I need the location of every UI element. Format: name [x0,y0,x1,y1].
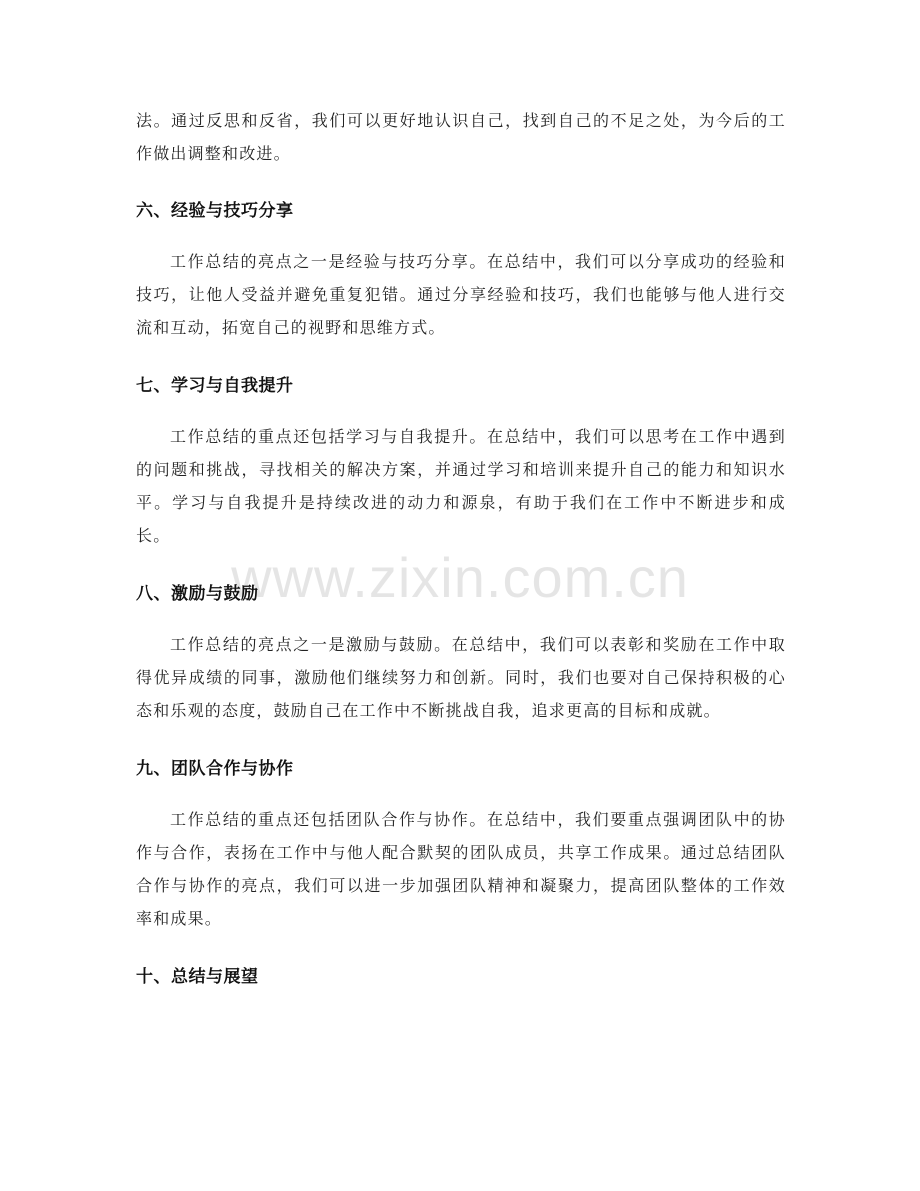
section-heading-9: 九、团队合作与协作 [136,759,294,779]
document-content [136,104,786,989]
section-heading-6: 六、经验与技巧分享 [136,201,294,221]
watermark: www.zixin.com.cn [231,546,689,609]
section-heading-10: 十、总结与展望 [136,967,259,987]
section-body-8: 工作总结的亮点之一是激励与鼓励。在总结中，我们可以表彰和奖励在工作中取得优异成绩的同事，激励他们继续努力和创新。同时，我们也要对自己保持积极的心态和乐观的态度，鼓励自己在工作中不断挑战自我，追求更高的目标和成就。 [136,635,786,720]
section-heading-8: 八、激励与鼓励 [136,584,259,604]
section-heading-7: 七、学习与自我提升 [136,376,294,396]
section-body-6: 工作总结的亮点之一是经验与技巧分享。在总结中，我们可以分享成功的经验和技巧，让他人受益并避免重复犯错。通过分享经验和技巧，我们也能够与他人进行交流和互动，拓宽自己的视野和思维方式。 [136,252,786,337]
section-body-9: 工作总结的重点还包括团队合作与协作。在总结中，我们要重点强调团队中的协作与合作，表扬在工作中与他人配合默契的团队成员，共享工作成果。通过总结团队合作与协作的亮点，我们可以进一步加强团队精神和凝聚力，提高团队整体的工作效率和成果。 [136,810,786,928]
intro-paragraph: 法。通过反思和反省，我们可以更好地认识自己，找到自己的不足之处，为今后的工作做出调整和改进。 [136,111,786,163]
section-body-7: 工作总结的重点还包括学习与自我提升。在总结中，我们可以思考在工作中遇到的问题和挑战，寻找相关的解决方案，并通过学习和培训来提升自己的能力和知识水平。学习与自我提升是持续改进的动力和源泉，有助于我们在工作中不断进步和成长。 [136,427,786,545]
